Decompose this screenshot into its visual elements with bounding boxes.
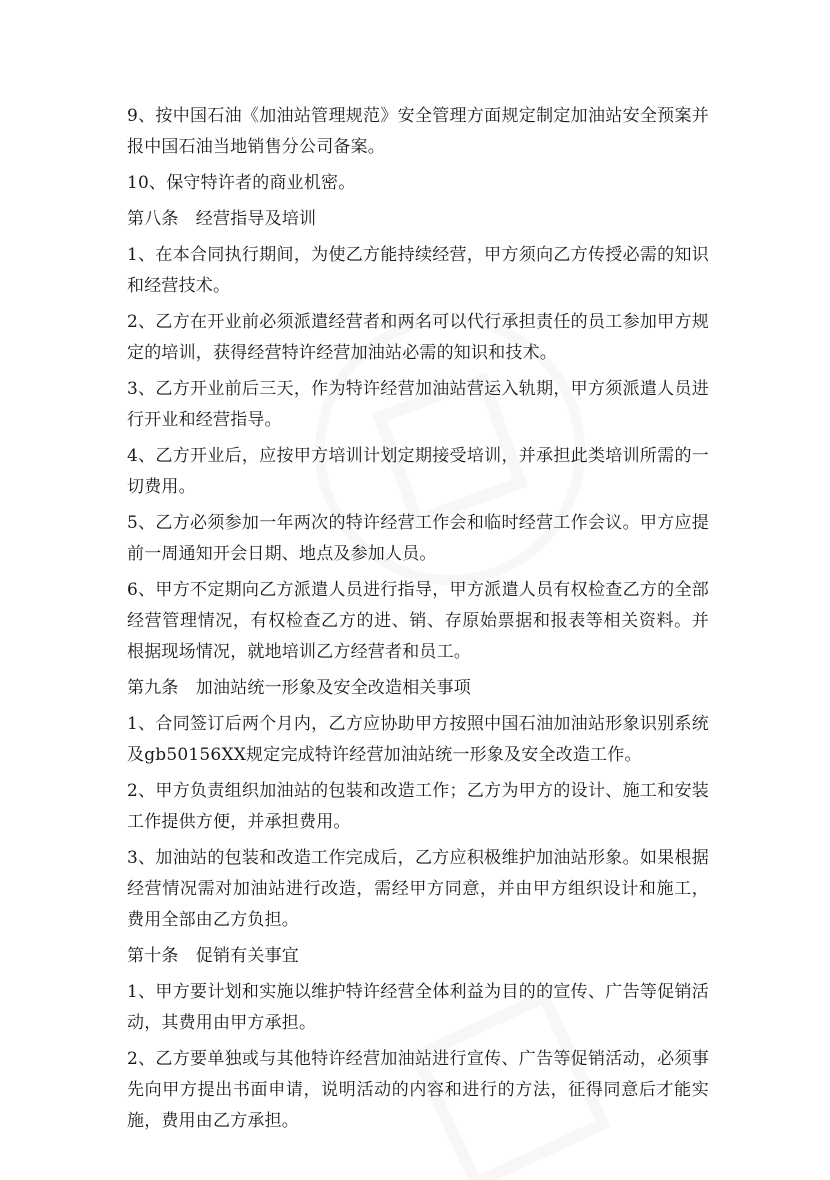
article-heading: 第八条 经营指导及培训 [127,209,317,229]
clause-item: 3、乙方开业前后三天，作为特许经营加油站营运入轨期，甲方须派遣人员进行开业和经营指导。 [127,379,709,430]
clause-item: 1、在本合同执行期间，为使乙方能持续经营，甲方须向乙方传授必需的知识和经营技术。 [127,245,709,296]
clause-item: 1、合同签订后两个月内，乙方应协助甲方按照中国石油加油站形象识别系统及gb50156XX规定完成特许经营加油站统一形象及安全改造工作。 [127,714,709,765]
clause-item: 2、乙方在开业前必须派遣经营者和两名可以代行承担责任的员工参加甲方规定的培训，获得经营特许经营加油站必需的知识和技术。 [127,312,709,363]
clause-item: 9、按中国石油《加油站管理规范》安全管理方面规定制定加油站安全预案并报中国石油当地销售分公司备案。 [127,106,709,157]
clause-item: 10、保守特许者的商业机密。 [127,173,356,193]
document-body [127,101,709,1142]
article-heading: 第九条 加油站统一形象及安全改造相关事项 [127,678,471,698]
clause-item: 2、甲方负责组织加油站的包装和改造工作；乙方为甲方的设计、施工和安装工作提供方便，并承担费用。 [127,781,709,832]
clause-item: 6、甲方不定期向乙方派遣人员进行指导，甲方派遣人员有权检查乙方的全部经营管理情况，有权检查乙方的进、销、存原始票据和报表等相关资料。并根据现场情况，就地培训乙方经营者和员工。 [127,580,709,662]
article-heading: 第十条 促销有关事宜 [127,946,299,966]
clause-item: 5、乙方必须参加一年两次的特许经营工作会和临时经营工作会议。甲方应提前一周通知开会日期、地点及参加人员。 [127,513,709,564]
clause-item: 2、乙方要单独或与其他特许经营加油站进行宣传、广告等促销活动，必须事先向甲方提出书面申请，说明活动的内容和进行的方法，征得同意后才能实施，费用由乙方承担。 [127,1049,709,1131]
clause-item: 4、乙方开业后，应按甲方培训计划定期接受培训，并承担此类培训所需的一切费用。 [127,446,709,497]
clause-item: 3、加油站的包装和改造工作完成后，乙方应积极维护加油站形象。如果根据经营情况需对加油站进行改造，需经甲方同意，并由甲方组织设计和施工，费用全部由乙方负担。 [127,848,709,930]
clause-item: 1、甲方要计划和实施以维护特许经营全体利益为目的的宣传、广告等促销活动，其费用由甲方承担。 [127,982,709,1033]
